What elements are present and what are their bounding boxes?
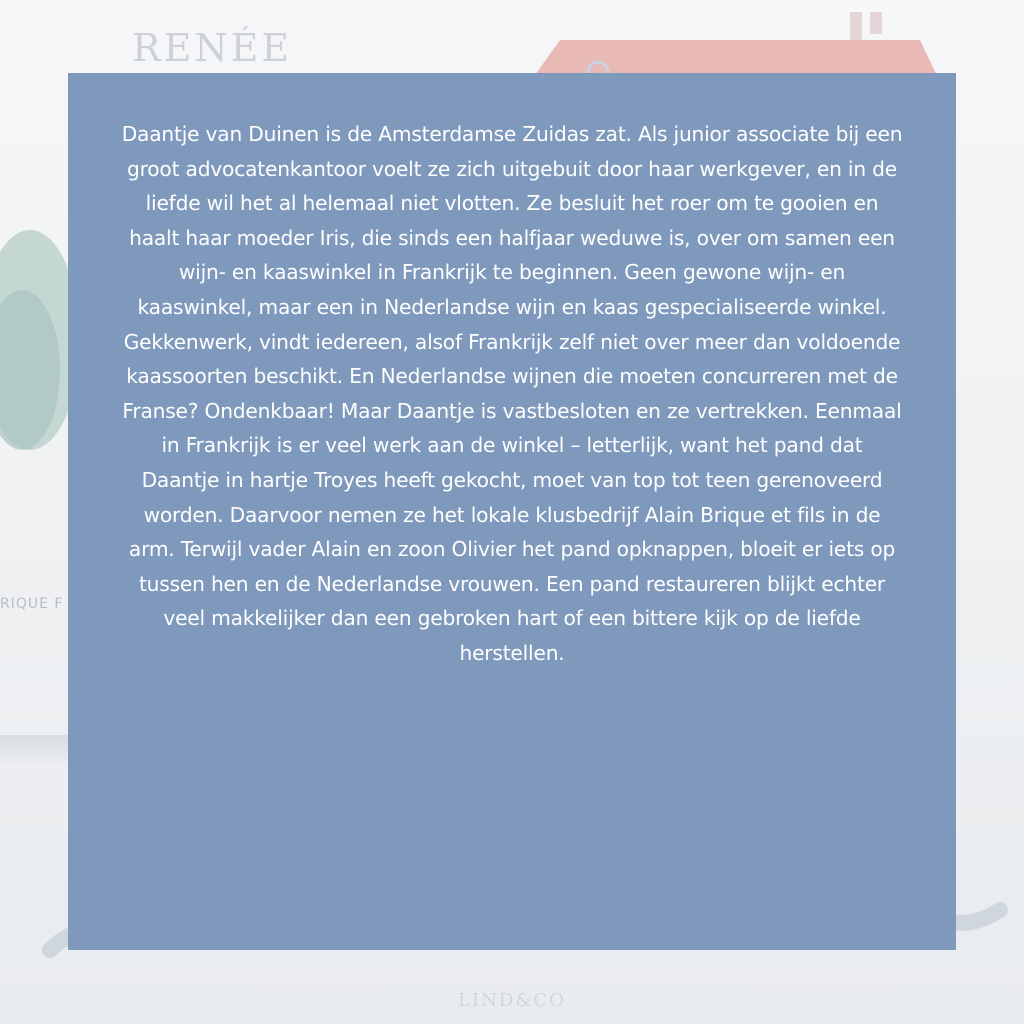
synopsis-card bbox=[68, 73, 956, 950]
background-house-illustration bbox=[520, 12, 940, 82]
background-shelf bbox=[0, 735, 70, 765]
background-author-name: RENÉE bbox=[132, 26, 293, 70]
synopsis-text: Daantje van Duinen is de Amsterdamse Zuidas zat. Als junior associate bij een groot advocatenkantoor voelt ze zich uitgebuit door haar werkgever, en in de liefde wil het al helemaal niet vlotten. Ze besluit het roer om te gooien en haalt haar moeder Iris, die sinds een halfjaar weduwe is, over om samen een wijn- en kaaswinkel in Frankrijk te beginnen. Geen gewone wijn- en kaaswinkel, maar een in Nederlandse wijn en kaas gespecialiseerde winkel. Gekkenwerk, vindt iedereen, alsof Frankrijk zelf niet over meer dan voldoende kaassoorten beschikt. En Nederlandse wijnen die moeten concurreren met de Franse? Ondenkbaar! Maar Daantje is vastbesloten en ze vertrekken. Eenmaal in Frankrijk is er veel werk aan de winkel – letterlijk, want het pand dat Daantje in hartje Troyes heeft gekocht, moet van top tot teen gerenoveerd worden. Daarvoor nemen ze het lokale klusbedrijf Alain Brique et fils in de arm. Terwijl vader Alain en zoon Olivier het pand opknappen, bloeit er iets op tussen hen en de Nederlandse vrouwen. Een pand restaureren blijkt echter veel makkelijker dan een gebroken hart of een bittere kijk op de liefde herstellen. bbox=[121, 122, 903, 665]
background-publisher-logo: LIND&CO bbox=[458, 990, 566, 1011]
background-side-text: RIQUE F bbox=[0, 596, 64, 612]
